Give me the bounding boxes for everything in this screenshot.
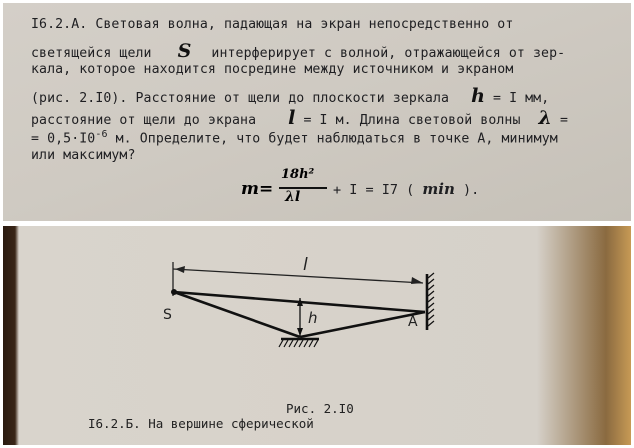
text-fragment: расстояние от щели до экрана (31, 113, 257, 128)
formula-lhs: m= (241, 179, 274, 199)
mirror-hatching (279, 340, 318, 347)
reflected-ray (300, 312, 425, 337)
text-fragment: = I мм, (492, 91, 550, 106)
text-fragment: интерферирует с волной, отражающейся от зер- (211, 46, 566, 61)
label-A: A (408, 314, 418, 330)
handwritten-l: l (288, 107, 296, 129)
text-fragment: = I м. Длина световой волны (303, 113, 521, 128)
problem-line-7: или максимум? (31, 148, 136, 163)
formula-min: min (422, 180, 455, 198)
label-h: h (308, 309, 318, 327)
formula-rest-text: + I = I7 ( (333, 182, 415, 198)
problem-line-1: I6.2.A. Световая волна, падающая на экран непосредственно от (31, 17, 514, 32)
label-l: l (303, 255, 308, 275)
problem-line-2 (31, 40, 565, 62)
problem-line-6 (31, 129, 558, 146)
formula-close: ). (463, 182, 480, 198)
handwritten-h: h (471, 85, 485, 107)
text-fragment: = 0,5·I0 (31, 131, 96, 147)
exponent: -6 (95, 129, 108, 140)
arrow-right-icon (411, 277, 423, 284)
handwritten-lambda: λ (538, 107, 552, 129)
formula-numerator: 18h² (281, 167, 315, 182)
handwritten-S: S (177, 40, 192, 62)
text-fragment: = (559, 113, 568, 128)
textbook-photo-top (3, 3, 631, 221)
text-fragment: м. Определите, что будет наблюдаться в точке А, минимум (107, 131, 558, 147)
arrow-down-icon (297, 328, 303, 336)
incident-ray (174, 292, 300, 337)
screen-hatching (428, 273, 434, 326)
figure-caption: Рис. 2.I0 (286, 401, 354, 416)
text-fragment: (рис. 2.I0). Расстояние от щели до плоскости зеркала (31, 91, 450, 106)
dimension-line-l (173, 269, 423, 283)
text-fragment: светящейся щели (31, 46, 152, 61)
problem-line-5 (31, 107, 568, 129)
formula-rest (333, 180, 479, 198)
problem-line-4 (31, 85, 549, 107)
label-S: S (163, 307, 172, 323)
arrow-left-icon (175, 266, 185, 273)
problem-line-3: кала, которое находится посредине между источником и экраном (31, 62, 514, 77)
formula-denominator: λl (285, 189, 301, 205)
next-problem-line: I6.2.Б. На вершине сферической (88, 416, 314, 431)
